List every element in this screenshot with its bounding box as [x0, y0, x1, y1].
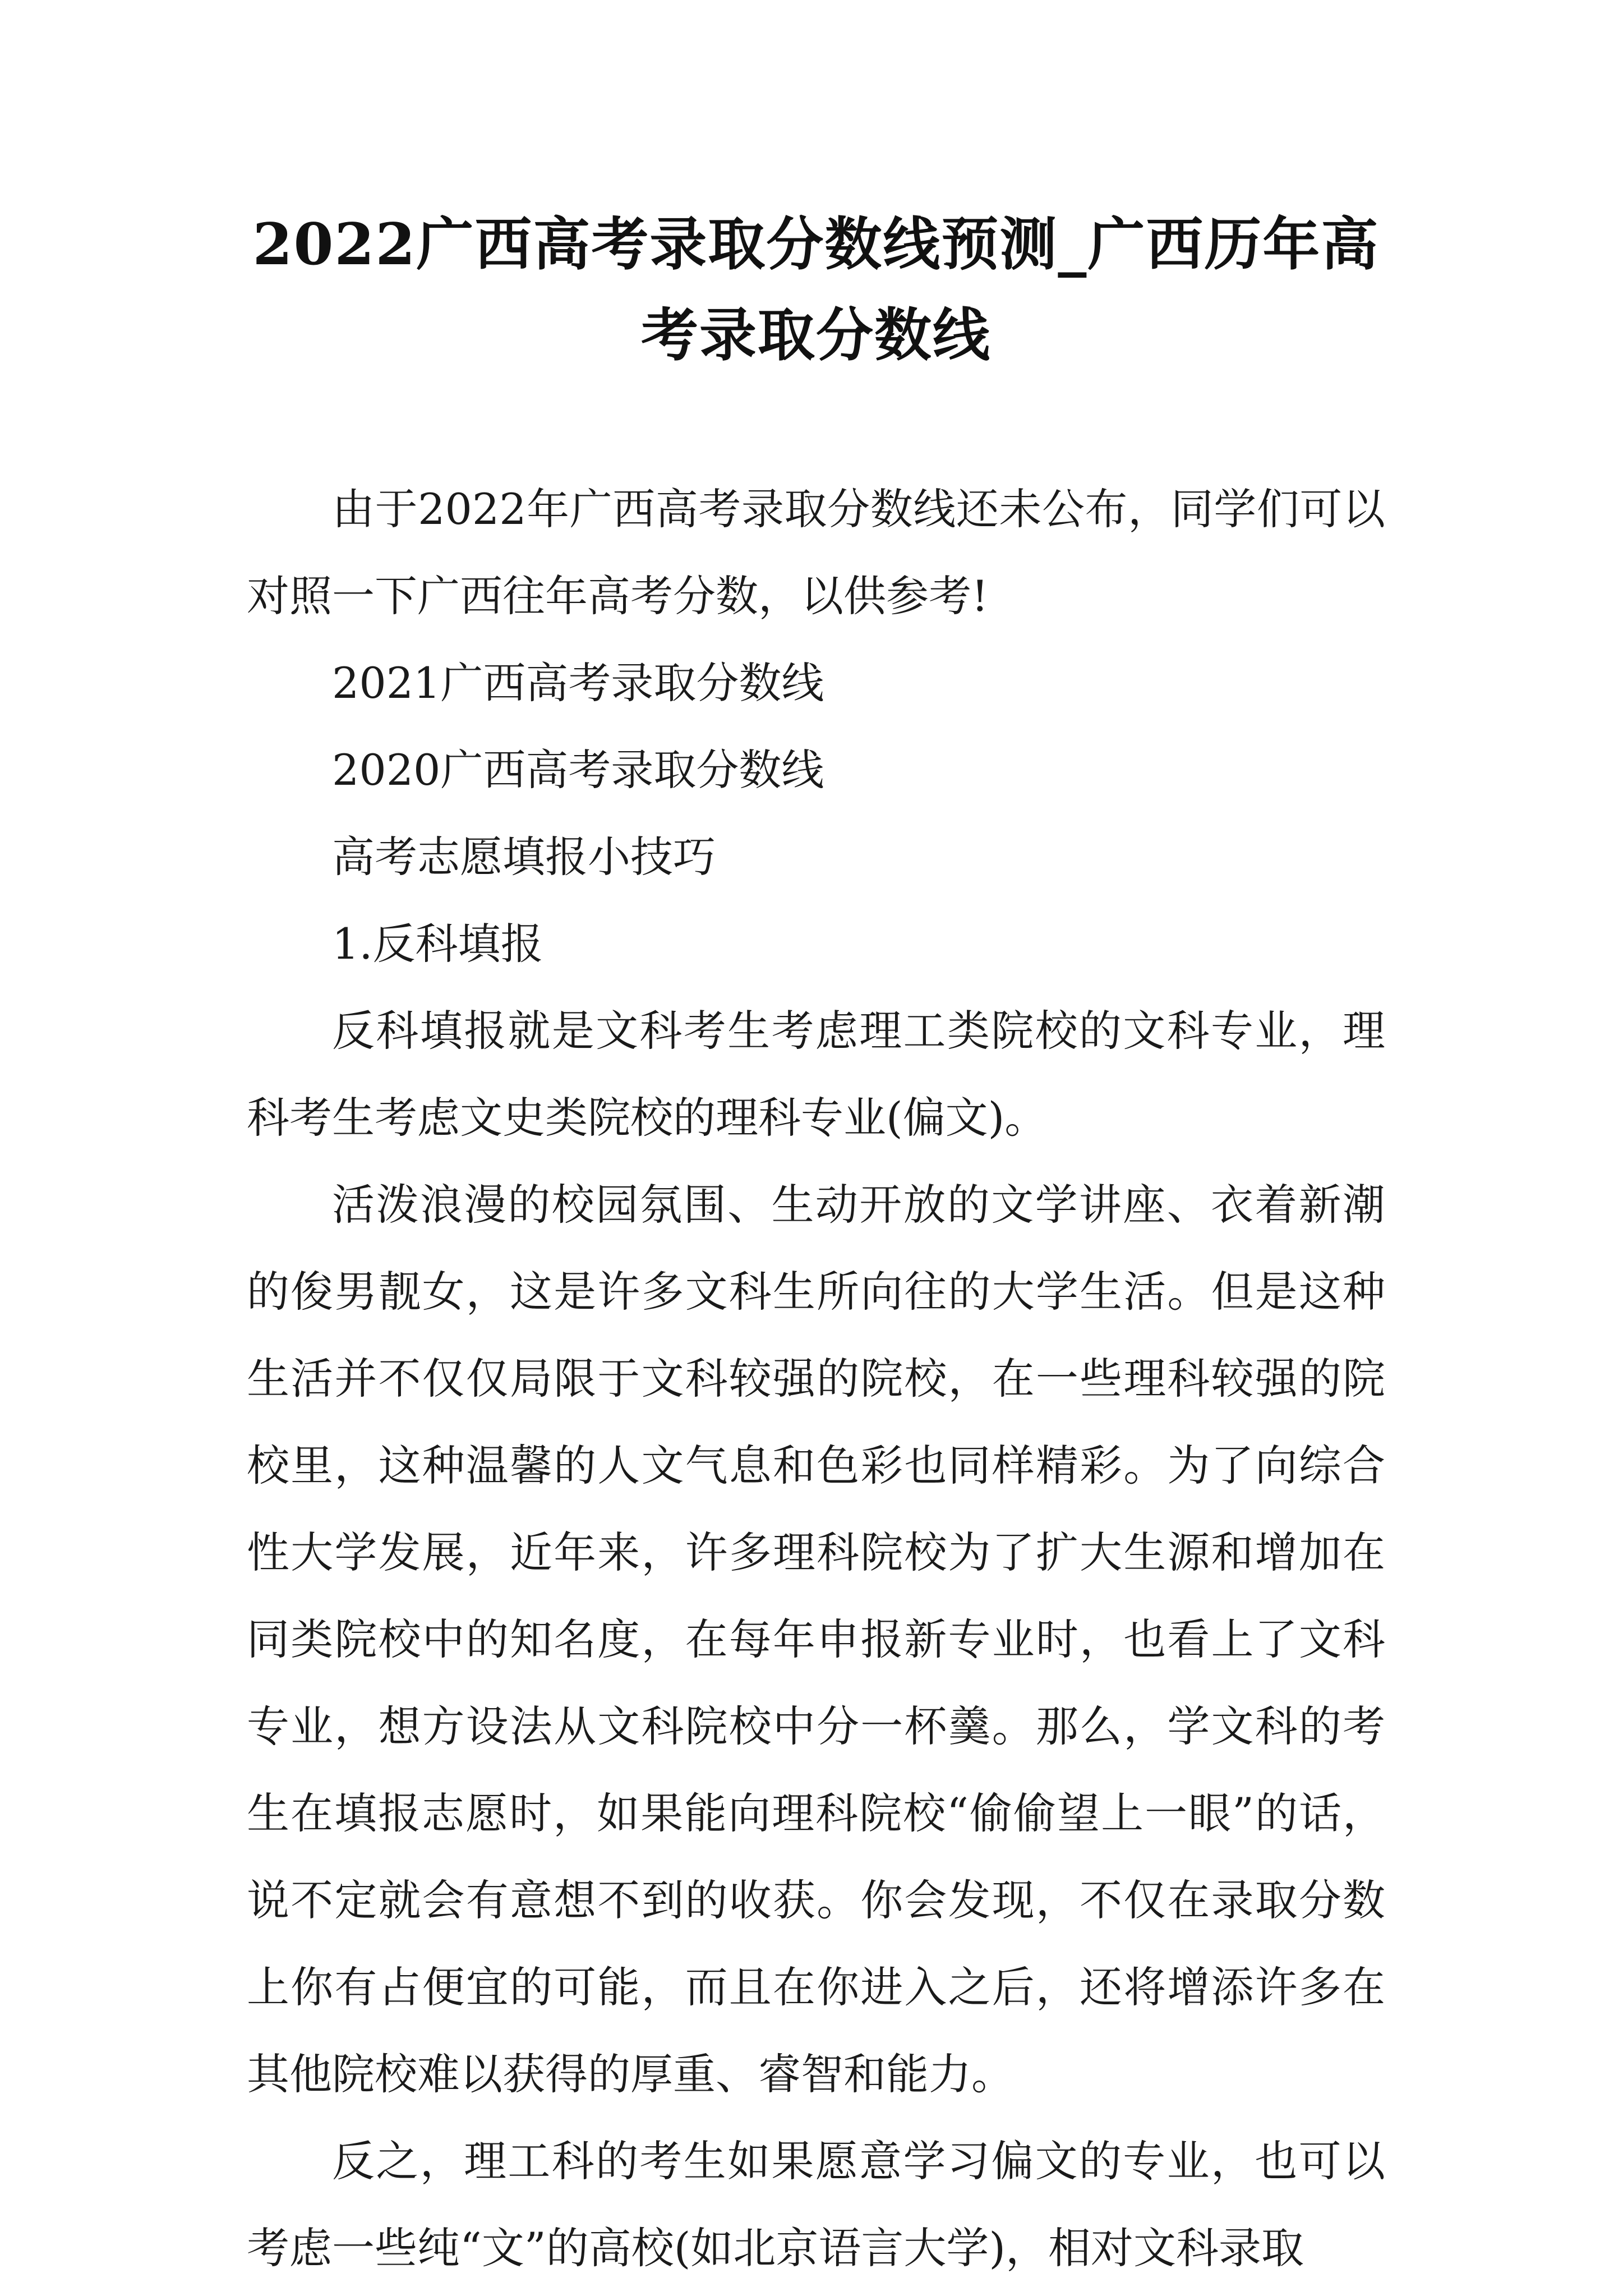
document-body [247, 466, 1385, 2292]
paragraph-tip-1-heading: 1.反科填报 [332, 919, 543, 969]
paragraph-2020-heading: 2020广西高考录取分数线 [332, 745, 824, 795]
paragraph-tip-1-detail: 活泼浪漫的校园氛围、生动开放的文学讲座、衣着新潮的俊男靓女，这是许多文科生所向往的大学生活。但是这种生活并不仅仅局限于文科较强的院校，在一些理科较强的院校里，这种温馨的人文气息和色彩也同样精彩。为了向综合性大学发展，近年来，许多理科院校为了扩大生源和增加在同类院校中的知名度，在每年申报新专业时，也看上了文科专业，想方设法从文科院校中分一杯羹。那么，学文科的考生在填报志愿时，如果能向理科院校“偷偷望上一眼”的话，说不定就会有意想不到的收获。你会发现，不仅在录取分数上你有占便宜的可能，而且在你进入之后，还将增添许多在其他院校难以获得的厚重、睿智和能力。 [247, 1180, 1385, 2099]
paragraph-tips-heading: 高考志愿填报小技巧 [332, 832, 716, 882]
paragraph-intro: 由于2022年广西高考录取分数线还未公布，同学们可以对照一下广西往年高考分数，以供参考! [247, 484, 1385, 621]
paragraph-tip-1-definition: 反科填报就是文科考生考虑理工类院校的文科专业，理科考生考虑文史类院校的理科专业(偏文)。 [247, 1006, 1385, 1143]
document-title: 2022广西高考录取分数线预测_广西历年高考录取分数线 [252, 211, 1380, 369]
paragraph-tip-1-reverse: 反之，理工科的考生如果愿意学习偏文的专业，也可以考虑一些纯“文”的高校(如北京语言大学)，相对文科录取 [247, 2136, 1385, 2273]
paragraph-2021-heading: 2021广西高考录取分数线 [332, 658, 824, 708]
